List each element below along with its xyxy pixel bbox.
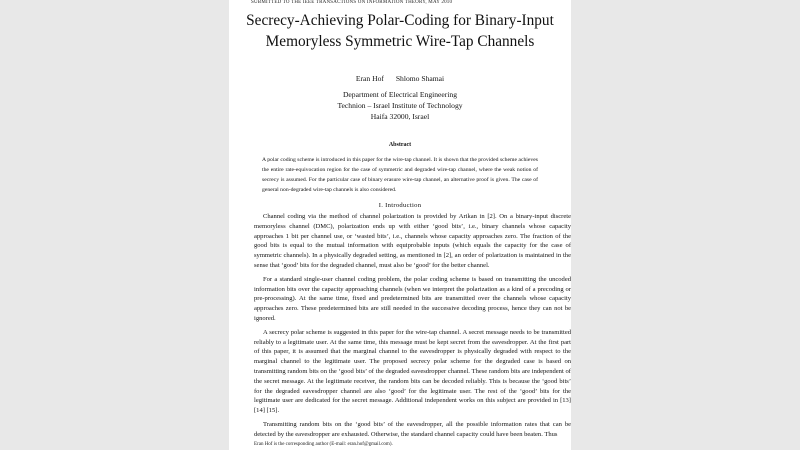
affiliation-line-2: Technion – Israel Institute of Technology: [337, 101, 463, 110]
paragraph: A secrecy polar scheme is suggested in this paper for the wire-tap channel. A secret message needs to be transmitted reliably to a legitimate user. At the same time, this message must be kept secret from the eavesdropper. At the first part of this paper, it is assumed that the marginal channel to the eavesdropper is physically degraded with respect to the marginal channel to the legitimate user. The proposed secrecy polar scheme for the degraded case is based on transmitting random bits on the ‘good bits’ of the degraded eavesdropper channel. These random bits are independent of the secret message. At the legitimate receiver, the random bits can be decoded reliably. This is because the ‘good bits’ for the degraded eavesdropper channel are also ‘good’ for the legitimate user. The rest of the ‘good’ bits for the legitimate user are dedicated for the secret message. Additional independent works on this subject are provided in [13] [14] [15].: [254, 328, 571, 415]
paragraph: For a standard single-user channel coding problem, the polar coding scheme is based on transmitting the uncoded information bits over the capacity approaching channels (when we interpret the polarization as a kind of a precoding or pre-processing). At the same time, fixed and predetermined bits are transmitted over the channels whose capacity approaches zero. These predetermined bits are still needed in the successive decoding process, hence they can not be ignored.: [254, 275, 571, 322]
right-background: [571, 0, 800, 450]
paragraph: Channel coding via the method of channel polarization is provided by Arikan in [2]. On a binary-input discrete memoryless channel (DMC), polarization ends up with either ‘good bits’, i.e., binary channels whose capacity approaches 1 bit per channel use, or ‘wasted bits’, i.e., channels whose capacity approaches zero. The fraction of the good bits is equal to the mutual information with equiprobable inputs (which equals the capacity for the case of symmetric channels). In a physically degraded setting, as mentioned in [2], an order of polarization is maintained in the sense that ‘good’ bits for the degraded channel, must also be ‘good’ for the better channel.: [254, 213, 571, 269]
affiliation-line-3: Haifa 32000, Israel: [370, 112, 430, 121]
left-background: [0, 0, 229, 450]
paper-title: [229, 10, 571, 52]
affiliation-line-1: Department of Electrical Engineering: [342, 90, 458, 99]
title-line-1: Secrecy-Achieving Polar-Coding for Binary-Input: [246, 12, 554, 29]
affiliation: [229, 89, 571, 122]
footnote: Eran Hof is the corresponding author (E-mail: eran.hof@gmail.com).: [254, 442, 393, 447]
author-name: Shlomo Shamai: [395, 74, 445, 83]
abstract-heading: Abstract: [388, 142, 412, 148]
author-name: Eran Hof: [355, 74, 384, 83]
abstract-text: A polar coding scheme is introduced in this paper for the wire-tap channel. It is shown that the provided scheme achieves the entire rate-equivocation region for the case of symmetric and degraded wire-tap channel, where the weak notion of secrecy is assumed. For the particular case of binary erasure wire-tap channel, an alternative proof is given. The case of general non-degraded wire-tap channels is also considered.: [262, 157, 538, 193]
paper-page: [229, 0, 571, 450]
title-line-2: Memoryless Symmetric Wire-Tap Channels: [265, 33, 535, 50]
section-heading: I. Introduction: [378, 202, 422, 209]
body-text: [254, 212, 571, 444]
running-header: SUBMITTED TO THE IEEE TRANSACTIONS ON INFORMATION THEORY, MAY 2010: [251, 0, 453, 5]
paragraph: Transmitting random bits on the ‘good bits’ of the eavesdropper, all the possible information rates that can be detected by the eavesdropper are exhausted. Otherwise, the standard channel capacity could have been beaten. Thus: [254, 420, 571, 438]
author-list: [229, 74, 571, 83]
